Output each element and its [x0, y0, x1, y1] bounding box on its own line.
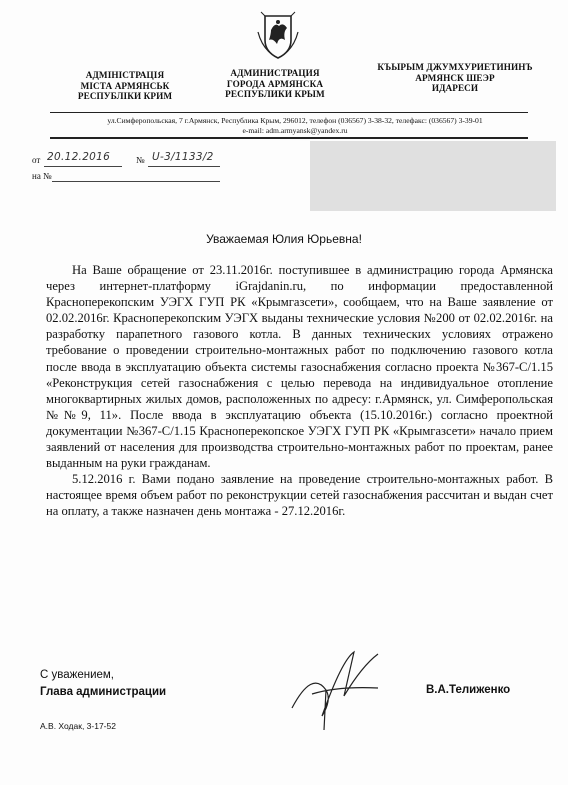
- number-underline: [148, 166, 220, 167]
- handwritten-signature: [282, 630, 392, 740]
- header-divider-top: [50, 112, 528, 113]
- letter-body: [46, 262, 553, 520]
- redacted-recipient: [310, 141, 556, 211]
- to-label: на №: [32, 171, 52, 181]
- outgoing-date: 20.12.2016: [47, 151, 111, 163]
- address-block: [60, 116, 530, 135]
- coat-of-arms-icon: [255, 10, 301, 60]
- date-underline: [44, 166, 122, 167]
- closing-regards: С уважением,: [40, 669, 114, 681]
- signatory-name: В.А.Телиженко: [426, 684, 511, 696]
- header-center-ru: АДМИНИСТРАЦИЯ ГОРОДА АРМЯНСКА РЕСПУБЛИКИ КРЫМ: [225, 68, 325, 100]
- signatory-position: Глава администрации: [40, 686, 167, 698]
- header-right-crimean: КЪЫРЫМ ДЖУМХУРИЕТИНИНЪ АРМЯНСК ШЕЭР ИДАРЕСИ: [377, 62, 533, 94]
- paragraph-1: На Ваше обращение от 23.11.2016г. поступившее в администрацию города Армянска через интернет-платформу iGrajdanin.ru, по информации предоставленной Красноперекопским УЭГХ ГУП РК «Крымгазсети», сообщаем, что на Ваше заявление от 02.02.2016г. Красноперекопским УЭГХ выданы технические условия №200 от 02.02.2016г. на разработку парапетного газового котла. В данных технических условиях отражено требование о проведении строительно-монтажных работ по подключению газового котла после ввода в эксплуатацию объекта системы газоснабжения согласно проекта №367-С/1.15 «Реконструкция сетей газоснабжения с целью перевода на индивидуальное отопление многоквартирных жилых домов, расположенных по адресу: г.Армянск, ул. Симферопольская №№9, 11». После ввода в эксплуатацию объекта (15.10.2016г.) согласно проектной документации №367-С/1.15 Красноперекопское УЭГХ ГУП РК «Крымгазсети» начало прием заявлений от населения для производства строительно-монтажных работ по проектам, ранее выданным на руки гражданам.: [46, 263, 553, 471]
- email-line: e-mail: adm.armyansk@yandex.ru: [242, 125, 348, 135]
- from-label: от: [32, 155, 41, 165]
- outgoing-number: U-3/1133/2: [152, 151, 214, 163]
- to-underline: [52, 181, 220, 182]
- address-line: ул.Симферопольская, 7 г.Армянск, Республика Крым, 296012, телефон (036567) 3-38-32, телефакс: (036567) 3-39-01: [107, 116, 483, 125]
- number-label: №: [136, 155, 145, 165]
- executor-contact: А.В. Ходак, 3-17-52: [40, 721, 116, 731]
- header-divider-bottom: [50, 137, 528, 139]
- header-left-ua: АДМІНІСТРАЦІЯ МІСТА АРМЯНСЬК РЕСПУБЛІКИ КРИМ: [77, 70, 173, 102]
- paragraph-2: 5.12.2016 г. Вами подано заявление на проведение строительно-монтажных работ. В настоящее время объем работ по реконструкции сетей газоснабжения рассчитан и выдан счет на оплату, а также назначен день монтажа - 27.12.2016г.: [46, 472, 553, 519]
- salutation: Уважаемая Юлия Юрьевна!: [206, 232, 362, 246]
